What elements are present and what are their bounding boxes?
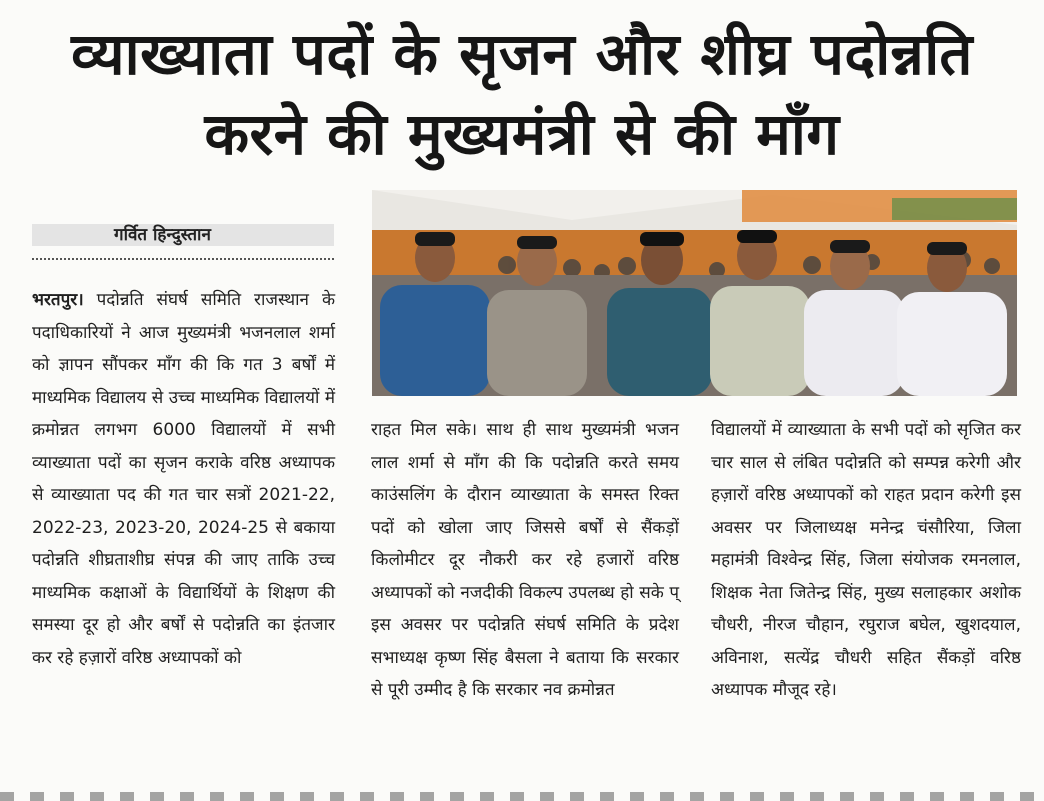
byline: गर्वित हिन्दुस्तान [32,224,334,246]
column-2-text: राहत मिल सके। साथ ही साथ मुख्यमंत्री भजन लाल शर्मा से माँग की कि पदोन्नति करते समय काउंसलिंग के दौरान व्याख्याता के समस्त रिक्त पदों को खोला जाए जिससे बर्षों से सैंकड़ों किलोमीटर दूर नौकरी कर रहे हजारों वरिष्ठ अध्यापकों को नजदीकी विकल्प उपलब्ध हो सके प् इस अवसर पर पदोन्नति संघर्ष समिति के प्रदेश सभाध्यक्ष कृष्ण सिंह बैसला ने बताया कि सरकार से पूरी उम्मीद है कि सरकार नव क्रमोन्नत [371,420,679,700]
article-column-3 [711,414,1021,707]
news-photo [372,190,1017,396]
headline [20,14,1024,174]
article-column-1 [32,284,335,674]
headline-line-1: व्याख्याता पदों के सृजन और शीघ्र पदोन्नति [71,20,973,88]
column-1-text: पदोन्नति संघर्ष समिति राजस्थान के पदाधिकारियों ने आज मुख्यमंत्री भजनलाल शर्मा को ज्ञापन सौंपकर माँग की कि गत 3 बर्षों में माध्यमिक विद्यालय से उच्च माध्यमिक विद्यालयों में क्रमोन्नत लगभग 6000 विद्यालयों में सभी व्याख्याता पदों का सृजन कराके वरिष्ठ अध्यापक से व्याख्याता पद की गत चार सत्रों 2021-22, 2022-23, 2023-20, 2024-25 से बकाया पदोन्नति शीघ्रताशीघ्र संपन्न की जाए ताकि उच्च माध्यमिक कक्षाओं के विद्यार्थियों के शिक्षण की समस्या दूर हो और बर्षों से पदोन्नति का इंतजार कर रहे हज़ारों वरिष्ठ अध्यापकों को [32,290,335,668]
article-column-2 [371,414,679,707]
cropped-next-line [0,792,1044,801]
headline-line-2: करने की मुख्यमंत्री से की माँग [204,100,840,168]
column-3-text: विद्यालयों में व्याख्याता के सभी पदों को सृजित कर चार साल से लंबित पदोन्नति को सम्पन्न करेगी और हज़ारों वरिष्ठ अध्यापकों को राहत प्रदान करेगी इस अवसर पर जिलाध्यक्ष मनेन्द्र चंसौरिया, जिला महामंत्री विश्वेन्द्र सिंह, जिला संयोजक रमनलाल, शिक्षक नेता जितेन्द्र सिंह, मुख्य सलाहकार अशोक चौधरी, नीरज चौहान, रघुराज बघेल, खुशदयाल, अविनाश, सत्येंद्र चौधरी सहित सैंकड़ों वरिष्ठ अध्यापक मौजूद रहे। [711,420,1021,700]
byline-divider [32,258,334,260]
dateline: भरतपुर। [32,290,84,310]
